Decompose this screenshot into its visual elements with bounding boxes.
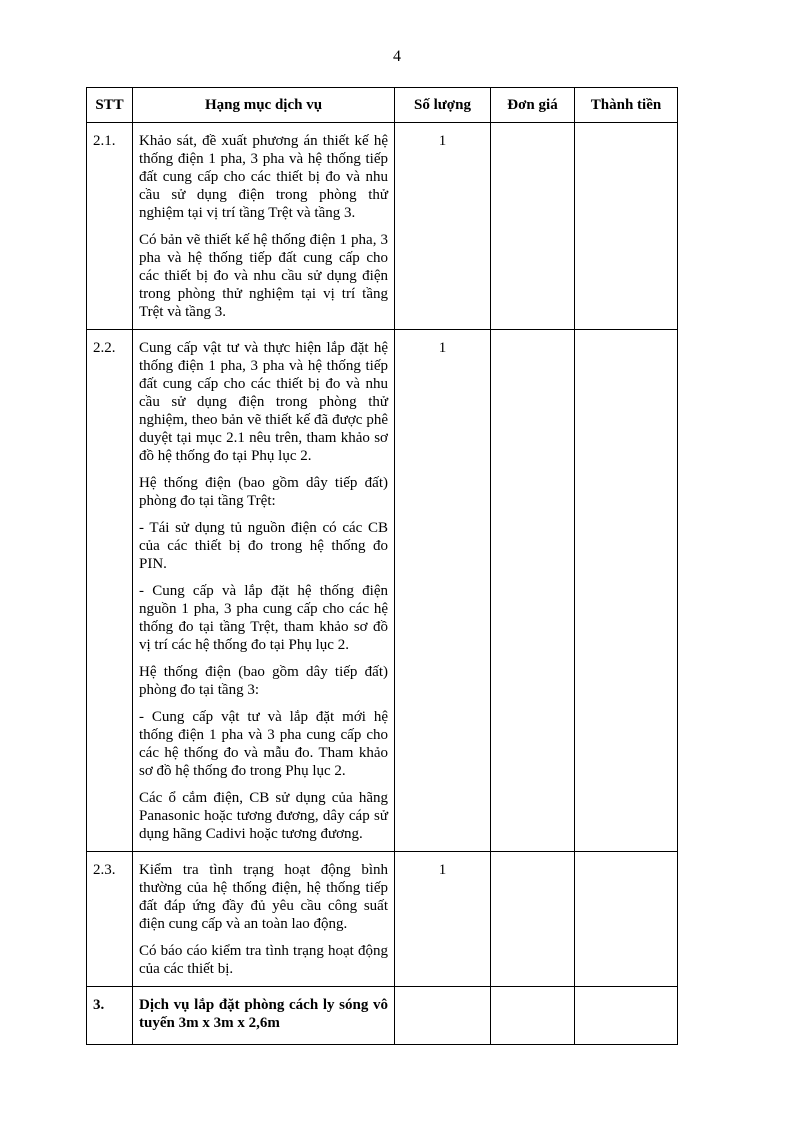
section-row bbox=[87, 987, 678, 1045]
section-stt: 3. bbox=[87, 987, 133, 1045]
row-paragraph: Khảo sát, đề xuất phương án thiết kế hệ thống điện 1 pha, 3 pha và hệ thống tiếp đất cung cấp cho các thiết bị đo và nhu cầu sử dụng điện trong phòng thử nghiệm tại vị trí tầng Trệt và tầng 3. bbox=[139, 133, 388, 221]
table-row bbox=[87, 330, 678, 852]
row-paragraph: Các ổ cắm điện, CB sử dụng của hãng Panasonic hoặc tương đương, dây cáp sử dụng hãng Cadivi hoặc tương đương. bbox=[139, 790, 388, 842]
row-price bbox=[491, 123, 575, 330]
row-price bbox=[491, 330, 575, 852]
header-total: Thành tiền bbox=[575, 88, 678, 123]
table-row bbox=[87, 123, 678, 330]
section-price bbox=[491, 987, 575, 1045]
row-paragraph: - Tái sử dụng tủ nguồn điện có các CB của các thiết bị đo trong hệ thống đo PIN. bbox=[139, 520, 388, 572]
row-paragraph: Hệ thống điện (bao gồm dây tiếp đất) phòng đo tại tầng Trệt: bbox=[139, 475, 388, 509]
row-paragraph: - Cung cấp và lắp đặt hệ thống điện nguồn 1 pha, 3 pha cung cấp cho các hệ thống đo tại tầng Trệt, tham khảo sơ đồ vị trí các hệ thống đo tại Phụ lục 2. bbox=[139, 583, 388, 653]
row-paragraph: Hệ thống điện (bao gồm dây tiếp đất) phòng đo tại tầng 3: bbox=[139, 664, 388, 698]
row-paragraph: - Cung cấp vật tư và lắp đặt mới hệ thống điện 1 pha và 3 pha cung cấp cho các hệ thống đo và mẫu đo. Tham khảo sơ đồ hệ thống đo trong Phụ lục 2. bbox=[139, 709, 388, 779]
row-stt: 2.1. bbox=[87, 123, 133, 330]
header-qty: Số lượng bbox=[395, 88, 491, 123]
header-price: Đơn giá bbox=[491, 88, 575, 123]
section-qty bbox=[395, 987, 491, 1045]
section-title bbox=[133, 987, 395, 1045]
row-stt: 2.2. bbox=[87, 330, 133, 852]
row-price bbox=[491, 852, 575, 987]
row-description bbox=[133, 852, 395, 987]
row-stt: 2.3. bbox=[87, 852, 133, 987]
services-table bbox=[86, 87, 678, 1045]
section-total bbox=[575, 987, 678, 1045]
row-qty: 1 bbox=[395, 852, 491, 987]
header-item: Hạng mục dịch vụ bbox=[133, 88, 395, 123]
row-qty: 1 bbox=[395, 123, 491, 330]
header-stt: STT bbox=[87, 88, 133, 123]
row-qty: 1 bbox=[395, 330, 491, 852]
row-paragraph: Có bản vẽ thiết kế hệ thống điện 1 pha, 3 pha và hệ thống tiếp đất cung cấp cho các thiết bị đo và nhu cầu sử dụng điện trong phòng thử nghiệm tại vị trí tầng Trệt và tầng 3. bbox=[139, 232, 388, 320]
row-paragraph: Có báo cáo kiểm tra tình trạng hoạt động của các thiết bị. bbox=[139, 943, 388, 977]
table-header-row bbox=[87, 88, 678, 123]
section-title-text: Dịch vụ lắp đặt phòng cách ly sóng vô tuyến 3m x 3m x 2,6m bbox=[139, 997, 388, 1031]
row-total bbox=[575, 852, 678, 987]
row-description bbox=[133, 123, 395, 330]
row-paragraph: Cung cấp vật tư và thực hiện lắp đặt hệ thống điện 1 pha, 3 pha và hệ thống tiếp đất cung cấp cho các thiết bị đo và nhu cầu sử dụng điện trong phòng thử nghiệm, theo bản vẽ thiết kế đã được phê duyệt tại mục 2.1 nêu trên, tham khảo sơ đồ hệ thống đo tại Phụ lục 2. bbox=[139, 340, 388, 464]
row-paragraph: Kiểm tra tình trạng hoạt động bình thường của hệ thống điện, hệ thống tiếp đất đáp ứng đầy đủ yêu cầu công suất điện cung cấp và an toàn lao động. bbox=[139, 862, 388, 932]
page-number: 4 bbox=[393, 48, 401, 65]
row-description bbox=[133, 330, 395, 852]
row-total bbox=[575, 123, 678, 330]
table-row bbox=[87, 852, 678, 987]
row-total bbox=[575, 330, 678, 852]
